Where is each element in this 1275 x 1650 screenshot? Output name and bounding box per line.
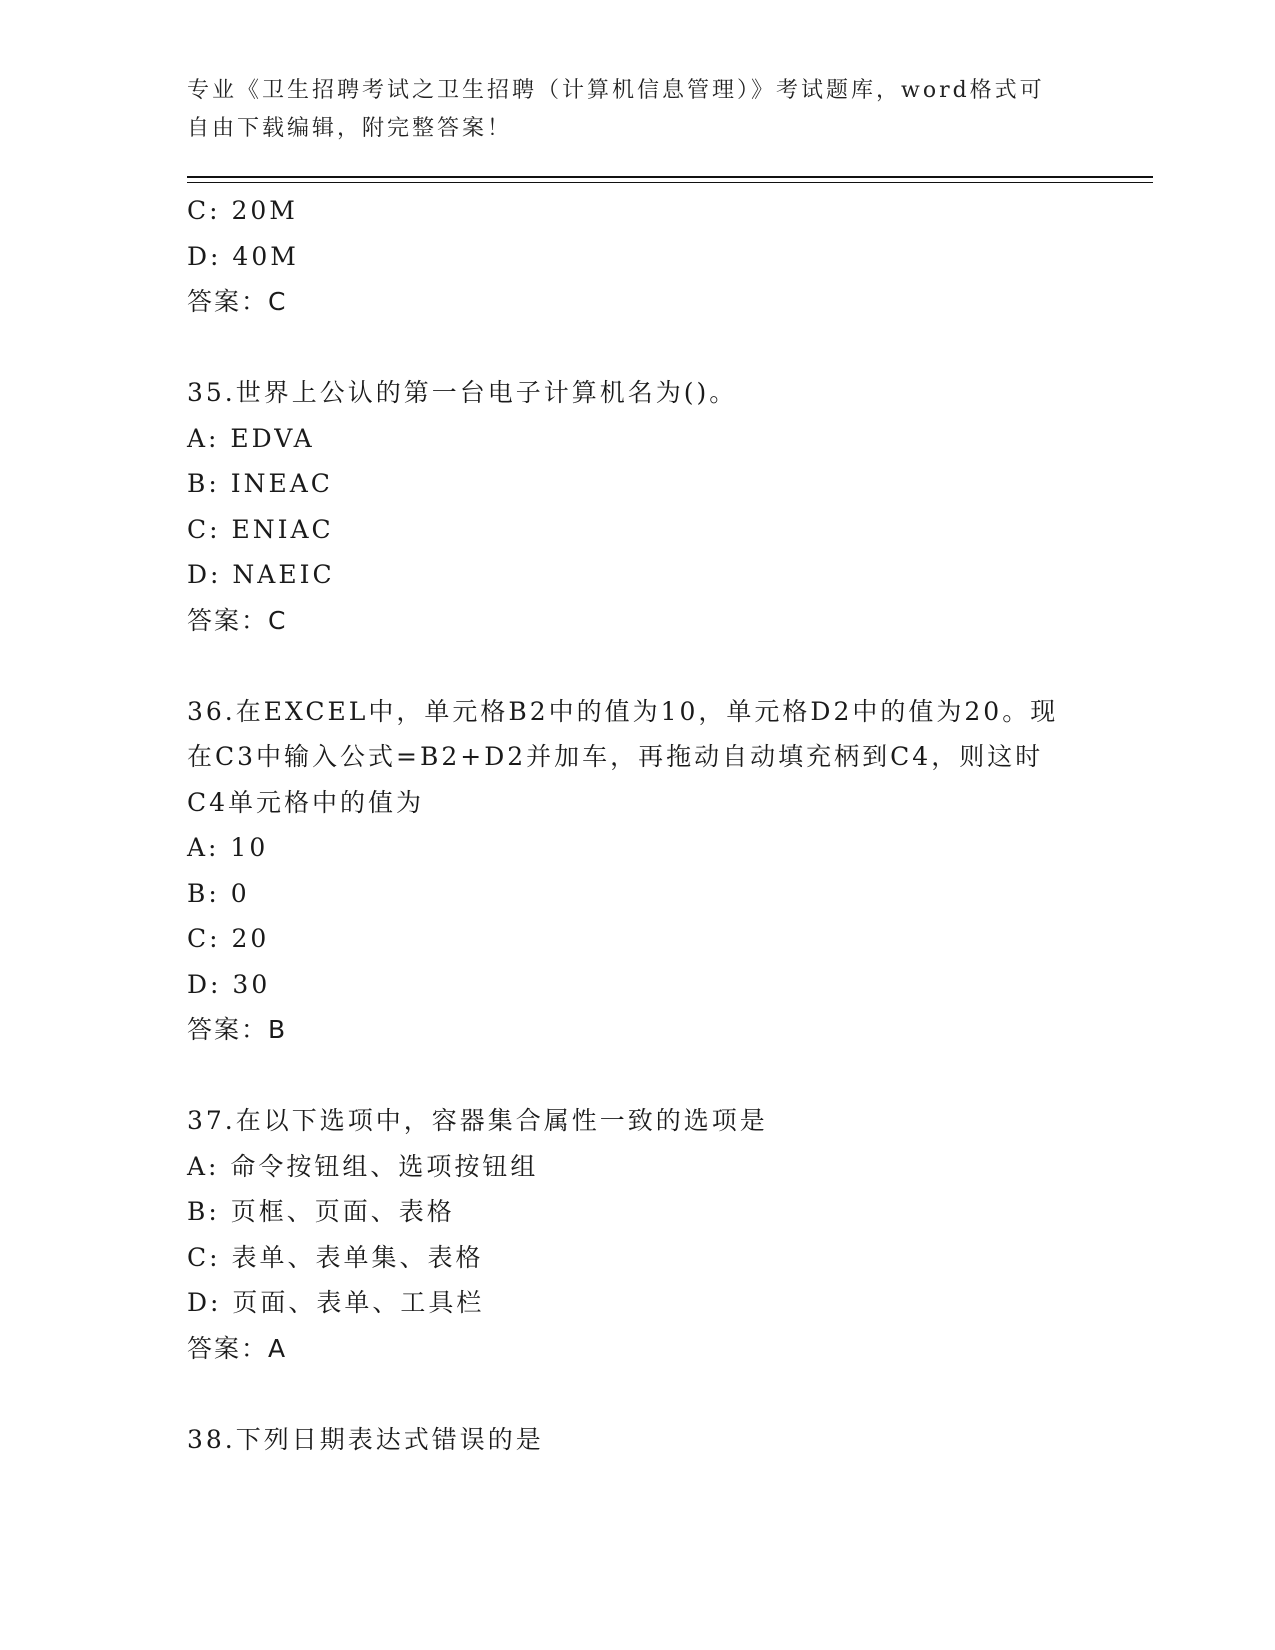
option-d: D: 30 [187,969,271,999]
answer: 答案：C [187,605,288,635]
question-34-tail [187,188,1067,325]
spacer [187,643,1067,689]
question-36 [187,689,1067,1053]
answer: 答案：B [187,1015,288,1044]
spacer [187,325,1067,371]
option-d: D: 页面、表单、工具栏 [187,1288,485,1317]
question-38 [187,1417,1067,1463]
answer: 答案：C [187,287,288,316]
answer: 答案：A [187,1333,288,1363]
spacer [187,1371,1067,1417]
question-stem: 35.世界上公认的第一台电子计算机名为()。 [187,378,738,407]
header-rule-thick [187,176,1153,178]
spacer [187,1053,1067,1099]
question-stem: 36.在EXCEL中，单元格B2中的值为10，单元格D2中的值为20。现在C3中输入公式=B2+D2并加车，再拖动自动填充柄到C4，则这时C4单元格中的值为 [187,696,1059,817]
option-c: C: 表单、表单集、表格 [187,1242,484,1272]
option-a: A: 命令按钮组、选项按钮组 [187,1151,539,1181]
question-37 [187,1098,1067,1371]
option-d: D: 40M [187,241,299,271]
option-c: C: ENIAC [187,514,334,544]
option-b: B: 页框、页面、表格 [187,1197,455,1226]
option-a: A: EDVA [187,423,315,453]
option-a: A: 10 [187,833,269,862]
option-d: D: NAEIC [187,560,335,589]
option-b: B: 0 [187,878,250,908]
question-35 [187,370,1067,643]
header-rule-thin [187,182,1153,183]
question-stem: 37.在以下选项中，容器集合属性一致的选项是 [187,1106,768,1135]
option-c: C: 20M [187,196,298,225]
option-b: B: INEAC [187,469,333,498]
question-stem: 38.下列日期表达式错误的是 [187,1424,544,1454]
document-body [187,188,1067,1462]
document-header: 专业《卫生招聘考试之卫生招聘（计算机信息管理）》考试题库，word格式可自由下载编辑，附完整答案！ [187,78,1045,141]
option-c: C: 20 [187,924,270,953]
